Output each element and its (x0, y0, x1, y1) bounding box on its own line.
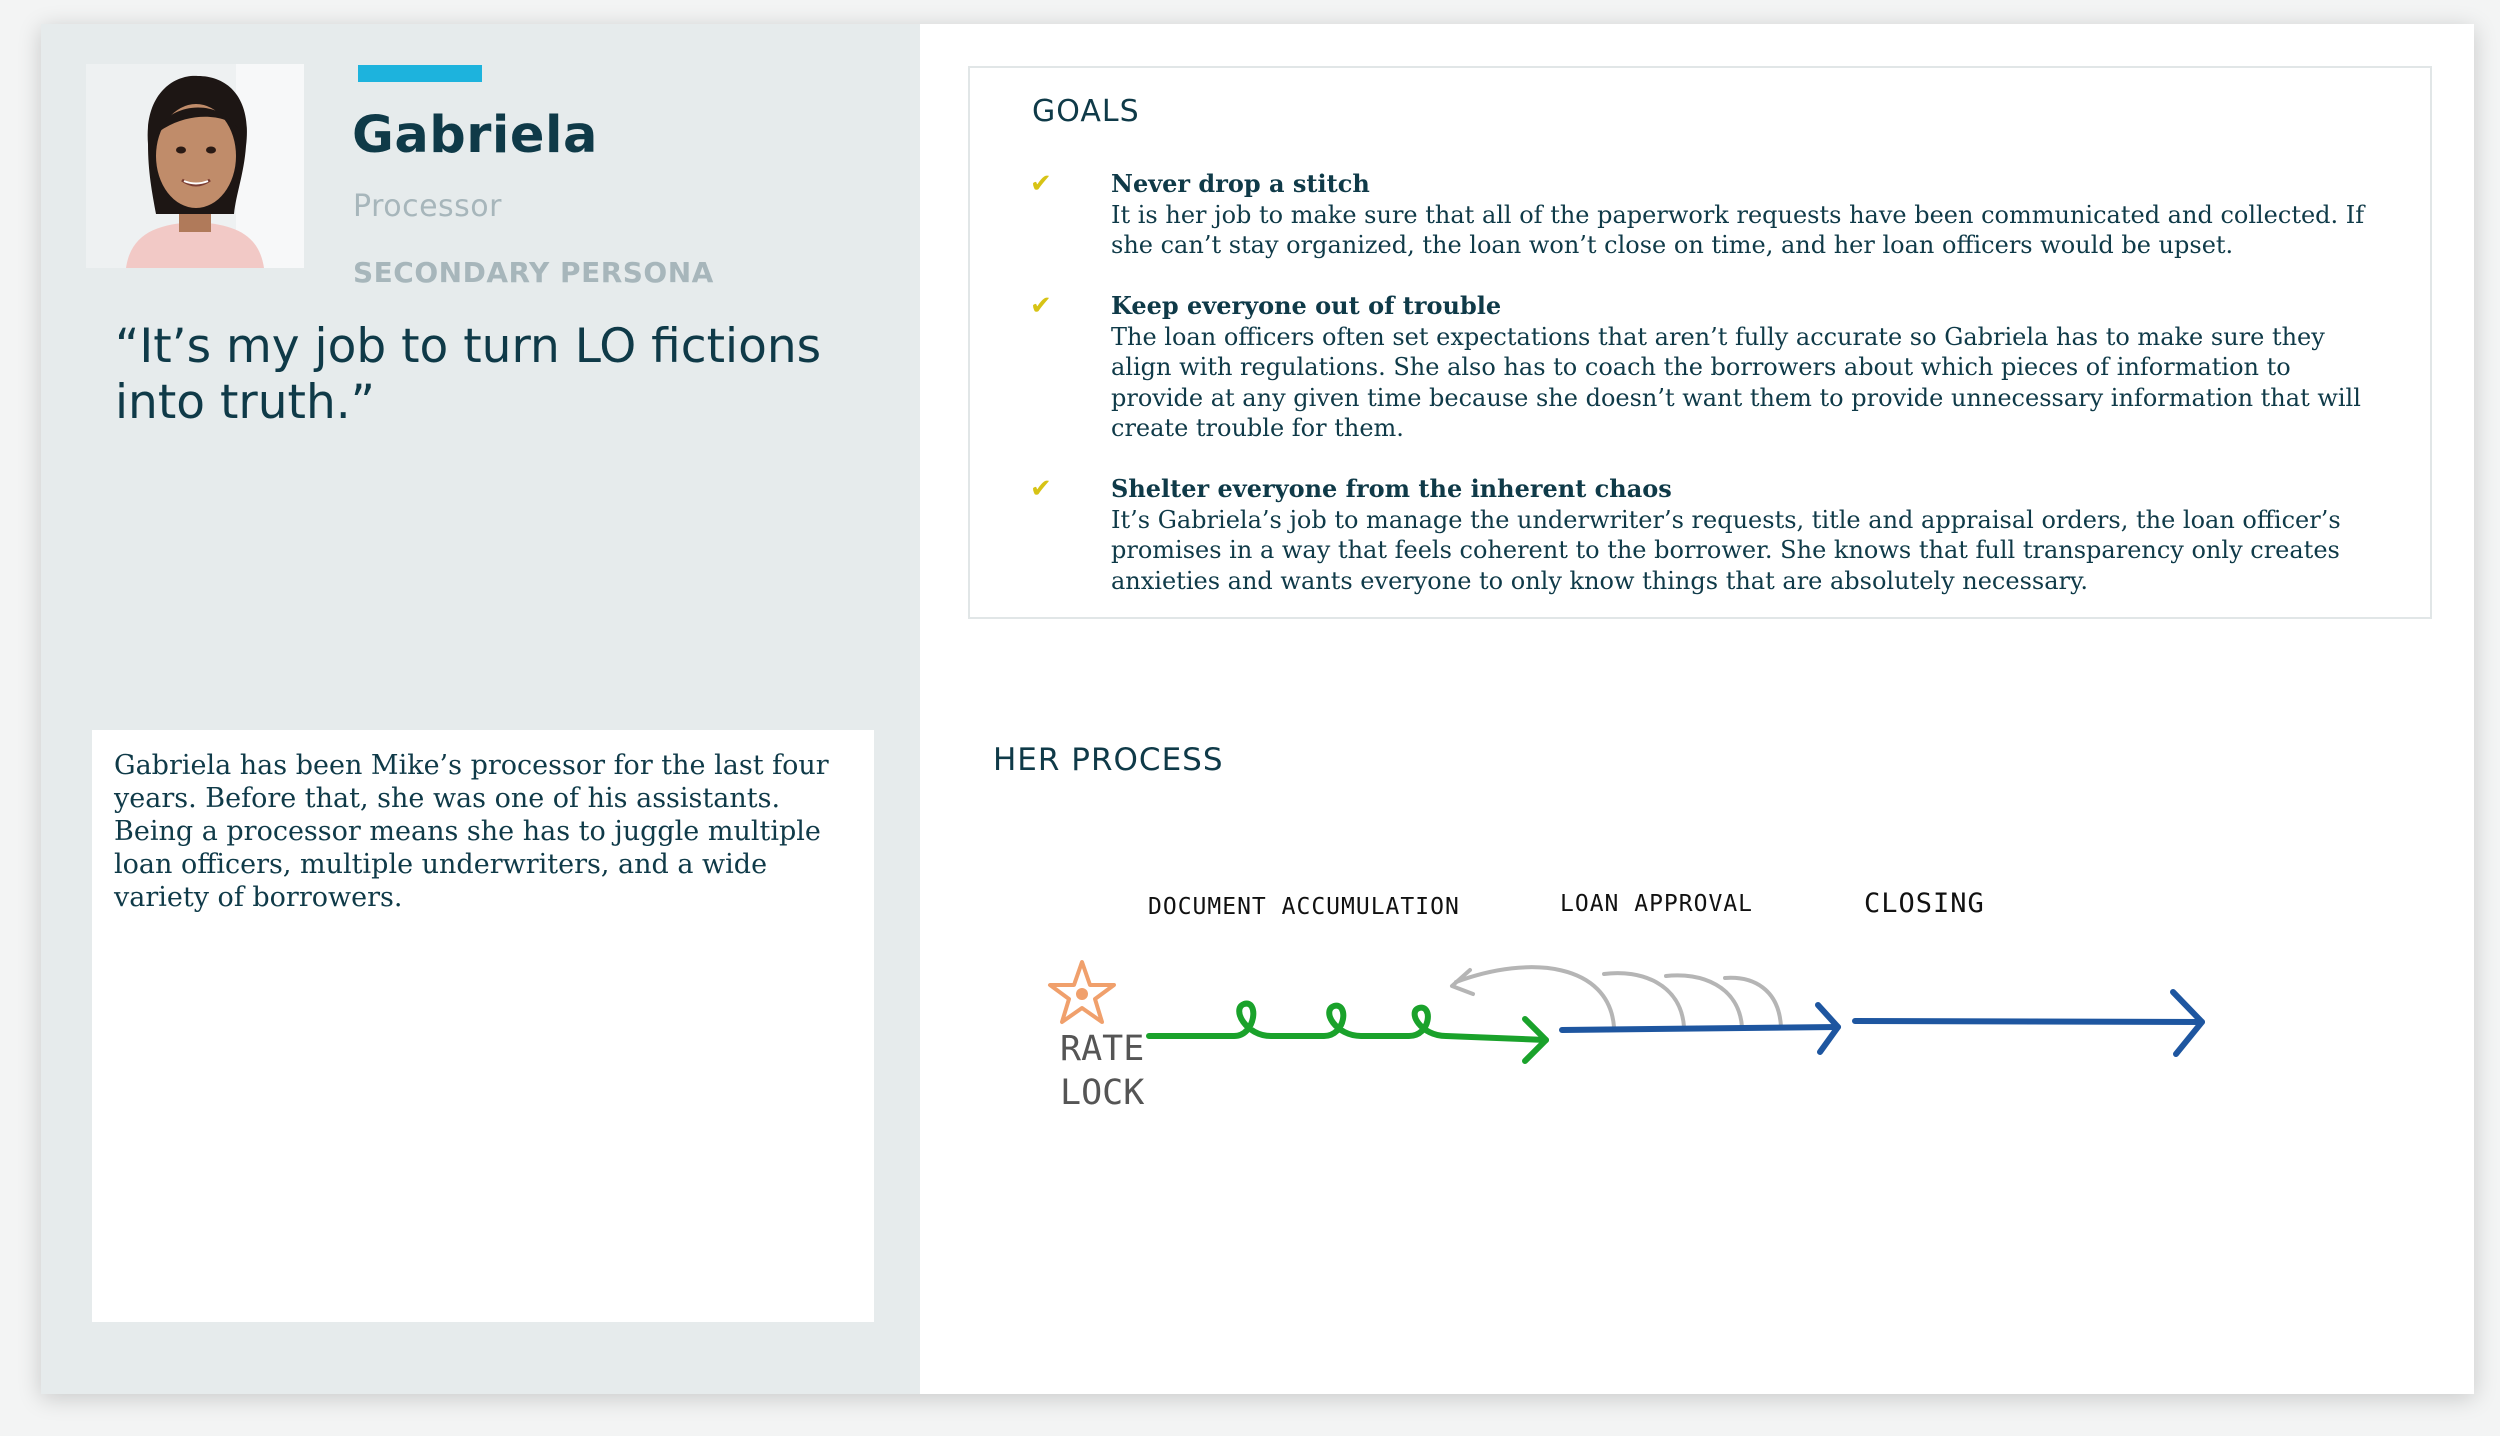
process-title: HER PROCESS (993, 742, 1224, 778)
persona-quote: “It’s my job to turn LO fictions into truth.” (115, 319, 822, 430)
rate-lock-star-icon (1050, 962, 1114, 1022)
check-icon: ✔ (1030, 169, 1052, 199)
goal-description: It’s Gabriela’s job to manage the underwriter’s requests, title and appraisal orders, the loan officer’s promises in a way that feels coherent to the borrower. She knows that full transparency only creates anxieties and wants everyone to only know things that are absolutely necessary. (1111, 505, 2341, 595)
stage-label-document-accumulation: DOCUMENT ACCUMULATION (1148, 894, 1460, 920)
stage-label-loan-approval: LOAN APPROVAL (1560, 891, 1754, 917)
persona-type: SECONDARY PERSONA (353, 256, 714, 289)
accent-bar (358, 65, 482, 82)
goal-description: The loan officers often set expectations that aren’t fully accurate so Gabriela has to make sure they align with regulations. She also has to coach the borrowers about which pieces of information to provide at any given time because she doesn’t want them to provide unnecessary information that will create trouble for them. (1111, 322, 2361, 442)
rate-lock-label-line2: LOCK (1060, 1073, 1145, 1113)
persona-role: Processor (353, 189, 502, 224)
goal-item (1030, 169, 2390, 261)
persona-photo (86, 64, 304, 268)
goal-title: Shelter everyone from the inherent chaos (1111, 474, 1672, 503)
goals-title: GOALS (1032, 94, 1140, 129)
persona-card (41, 24, 2474, 1394)
goal-description: It is her job to make sure that all of the paperwork requests have been communicated and collected. If she can’t stay organized, the loan won’t close on time, and her loan officers would be upset. (1111, 200, 2365, 259)
check-icon: ✔ (1030, 291, 1052, 321)
rate-lock-label-line1: RATE (1060, 1029, 1145, 1069)
persona-name: Gabriela (352, 106, 598, 165)
goal-item (1030, 291, 2390, 444)
goal-item (1030, 474, 2390, 596)
goal-title: Keep everyone out of trouble (1111, 291, 1502, 320)
portrait-image (86, 64, 304, 268)
loan-approval-arrow (1562, 1005, 1838, 1052)
closing-arrow (1855, 992, 2202, 1054)
check-icon: ✔ (1030, 474, 1052, 504)
stage-label-closing: CLOSING (1864, 888, 1985, 919)
goal-title: Never drop a stitch (1111, 169, 1370, 198)
persona-bio: Gabriela has been Mike’s processor for the last four years. Before that, she was one of his assistants. Being a processor means she has to juggle multiple loan officers, multiple underwriters, and a wide variety of borrowers. (92, 730, 874, 1322)
goals-section (968, 66, 2432, 619)
persona-sidebar (41, 24, 920, 1394)
document-accumulation-arrow (1149, 1004, 1546, 1061)
feedback-loops (1452, 967, 1781, 1027)
